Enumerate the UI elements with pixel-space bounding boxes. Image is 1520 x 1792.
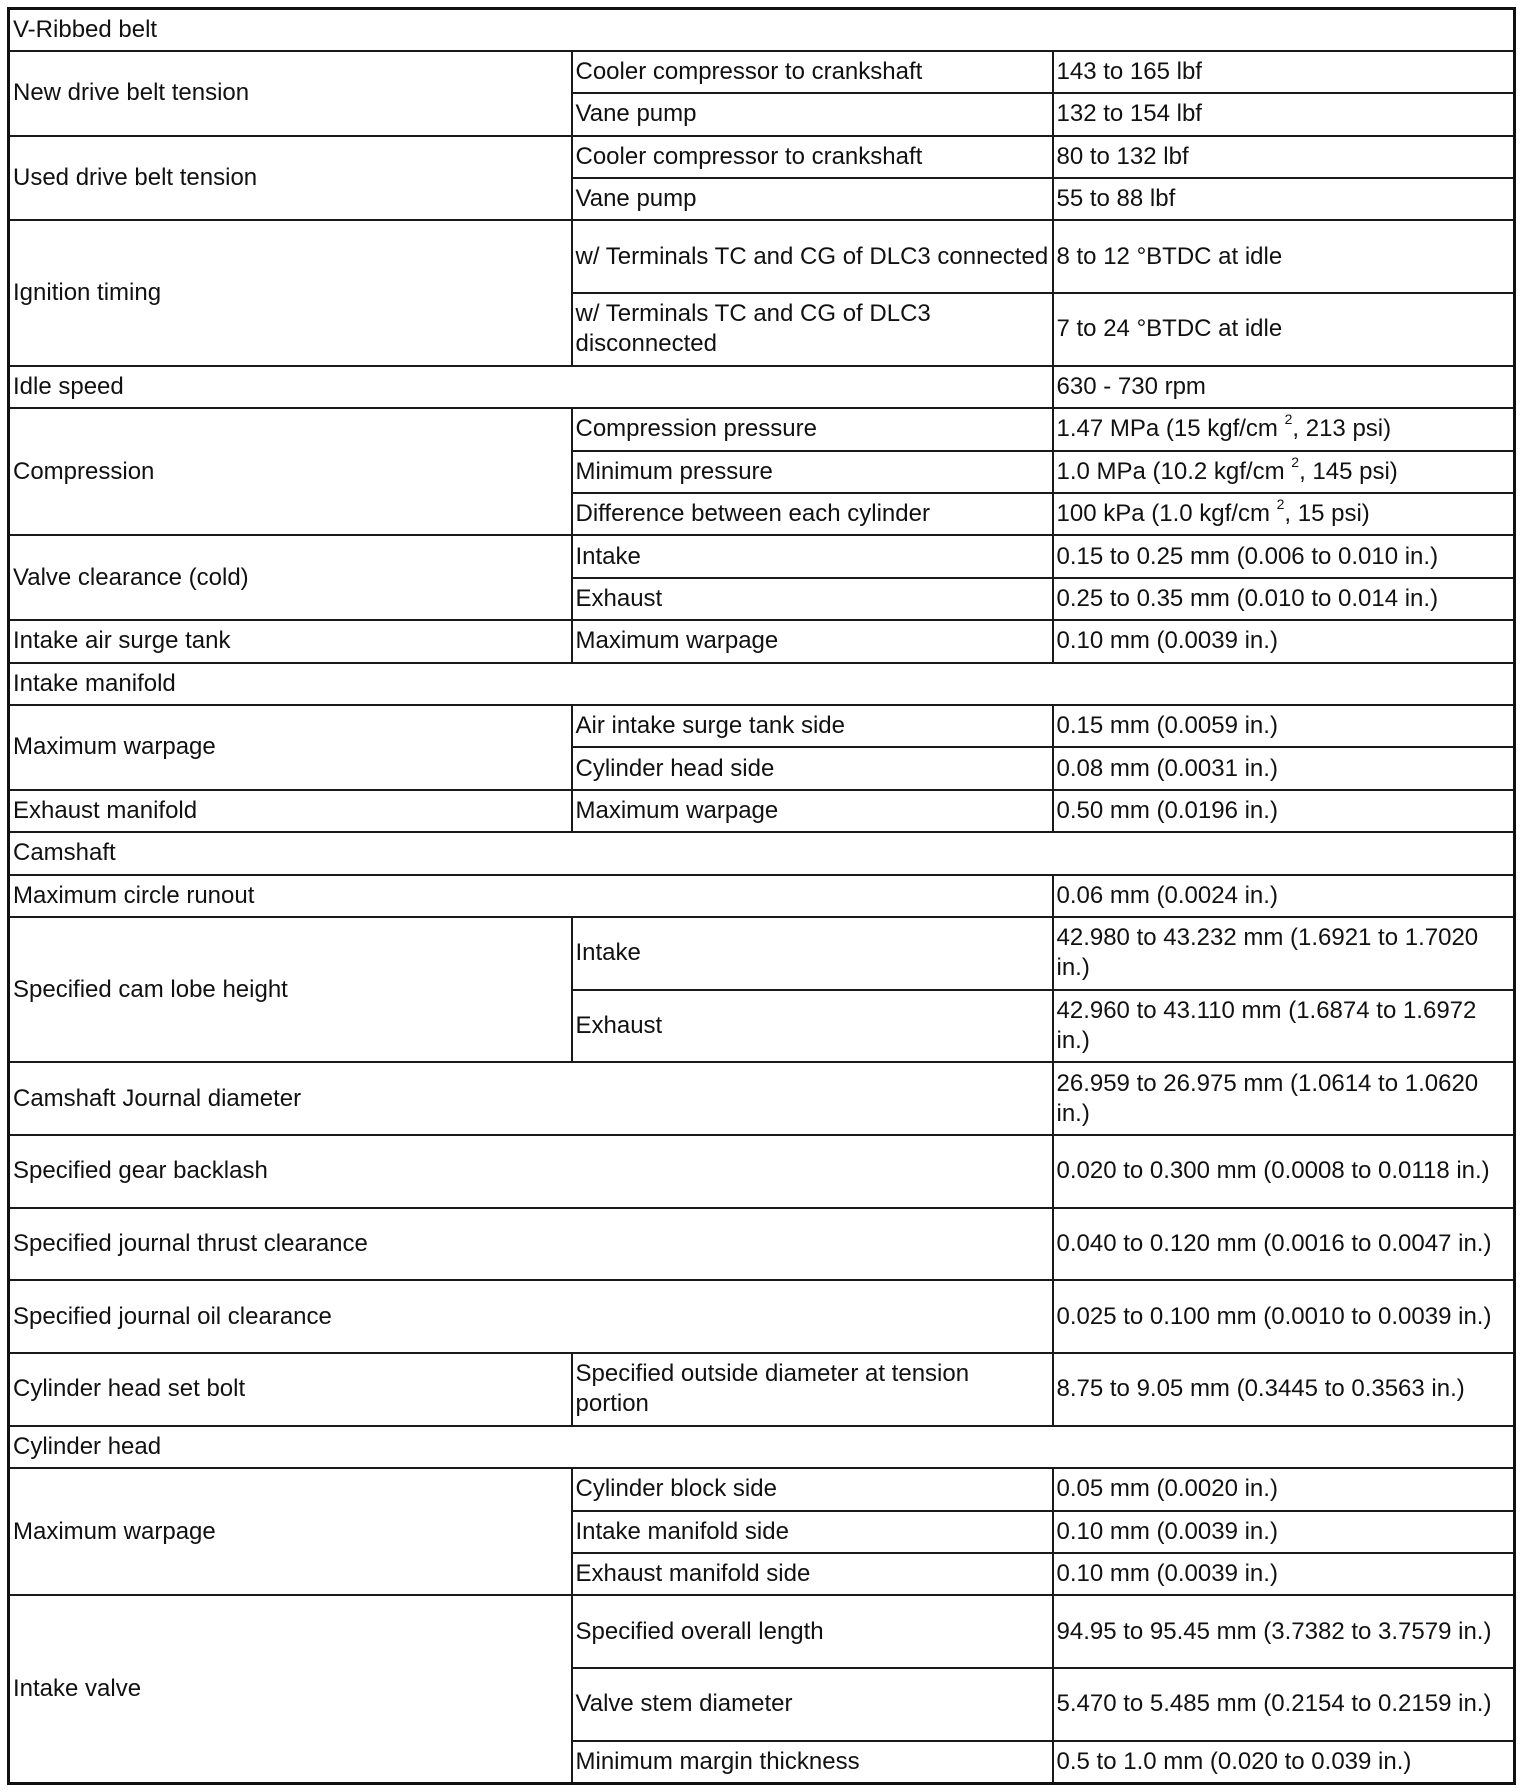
table-row — [9, 220, 1515, 293]
spec-item: Vane pump — [572, 93, 1053, 135]
spec-value: 42.960 to 43.110 mm (1.6874 to 1.6972 in.) — [1053, 990, 1515, 1063]
table-row — [9, 1135, 1515, 1208]
table-row — [9, 1062, 1515, 1135]
spec-value: 55 to 88 lbf — [1053, 178, 1515, 220]
spec-group-label: Compression — [9, 408, 572, 535]
spec-item: Cooler compressor to crankshaft — [572, 136, 1053, 178]
section-row — [9, 663, 1515, 705]
spec-value: 100 kPa (1.0 kgf/cm $^2$, 15 psi) — [1053, 493, 1515, 535]
spec-item: Intake — [572, 917, 1053, 990]
spec-item: w/ Terminals TC and CG of DLC3 connected — [572, 220, 1053, 293]
spec-value: 630 - 730 rpm — [1053, 366, 1515, 408]
spec-item: w/ Terminals TC and CG of DLC3 disconnected — [572, 293, 1053, 366]
spec-label: Specified journal thrust clearance — [9, 1208, 1053, 1281]
spec-value: 42.980 to 43.232 mm (1.6921 to 1.7020 in.) — [1053, 917, 1515, 990]
spec-item: Minimum margin thickness — [572, 1741, 1053, 1784]
spec-group-label: Used drive belt tension — [9, 136, 572, 221]
section-header: Camshaft — [9, 832, 1515, 874]
spec-item: Intake — [572, 535, 1053, 577]
spec-item: Cooler compressor to crankshaft — [572, 51, 1053, 93]
spec-item: Minimum pressure — [572, 451, 1053, 493]
spec-group-label: Maximum warpage — [9, 1468, 572, 1595]
spec-value: 0.15 mm (0.0059 in.) — [1053, 705, 1515, 747]
table-row — [9, 535, 1515, 577]
table-row — [9, 1353, 1515, 1426]
table-row — [9, 790, 1515, 832]
spec-group-label: Cylinder head set bolt — [9, 1353, 572, 1426]
spec-value: 8 to 12 °BTDC at idle — [1053, 220, 1515, 293]
spec-value: 1.47 MPa (15 kgf/cm $^2$, 213 psi) — [1053, 408, 1515, 450]
spec-label: Specified journal oil clearance — [9, 1280, 1053, 1353]
spec-value: 0.15 to 0.25 mm (0.006 to 0.010 in.) — [1053, 535, 1515, 577]
spec-value: 0.08 mm (0.0031 in.) — [1053, 747, 1515, 789]
spec-item: Maximum warpage — [572, 790, 1053, 832]
spec-item: Exhaust manifold side — [572, 1553, 1053, 1595]
table-row — [9, 1595, 1515, 1668]
spec-item: Maximum warpage — [572, 620, 1053, 662]
spec-value: 0.50 mm (0.0196 in.) — [1053, 790, 1515, 832]
spec-item: Specified outside diameter at tension portion — [572, 1353, 1053, 1426]
spec-value: 26.959 to 26.975 mm (1.0614 to 1.0620 in.) — [1053, 1062, 1515, 1135]
spec-item: Cylinder block side — [572, 1468, 1053, 1510]
table-row — [9, 366, 1515, 408]
spec-value: 0.10 mm (0.0039 in.) — [1053, 620, 1515, 662]
spec-value: 143 to 165 lbf — [1053, 51, 1515, 93]
spec-value: 7 to 24 °BTDC at idle — [1053, 293, 1515, 366]
spec-value: 0.5 to 1.0 mm (0.020 to 0.039 in.) — [1053, 1741, 1515, 1784]
spec-item: Difference between each cylinder — [572, 493, 1053, 535]
spec-value: 0.020 to 0.300 mm (0.0008 to 0.0118 in.) — [1053, 1135, 1515, 1208]
spec-value: 8.75 to 9.05 mm (0.3445 to 0.3563 in.) — [1053, 1353, 1515, 1426]
table-row — [9, 875, 1515, 917]
spec-item: Vane pump — [572, 178, 1053, 220]
table-row — [9, 1468, 1515, 1510]
spec-value: 1.0 MPa (10.2 kgf/cm $^2$, 145 psi) — [1053, 451, 1515, 493]
spec-item: Valve stem diameter — [572, 1668, 1053, 1741]
spec-value: 0.025 to 0.100 mm (0.0010 to 0.0039 in.) — [1053, 1280, 1515, 1353]
spec-group-label: Valve clearance (cold) — [9, 535, 572, 620]
table-row — [9, 705, 1515, 747]
section-row — [9, 9, 1515, 51]
spec-value: 132 to 154 lbf — [1053, 93, 1515, 135]
spec-table — [7, 7, 1516, 1785]
section-header: V-Ribbed belt — [9, 9, 1515, 51]
spec-table-body — [9, 9, 1515, 1784]
spec-item: Air intake surge tank side — [572, 705, 1053, 747]
spec-value: 94.95 to 95.45 mm (3.7382 to 3.7579 in.) — [1053, 1595, 1515, 1668]
spec-value: 0.040 to 0.120 mm (0.0016 to 0.0047 in.) — [1053, 1208, 1515, 1281]
spec-group-label: Exhaust manifold — [9, 790, 572, 832]
table-row — [9, 408, 1515, 450]
table-row — [9, 1208, 1515, 1281]
spec-item: Exhaust — [572, 578, 1053, 620]
spec-value: 5.470 to 5.485 mm (0.2154 to 0.2159 in.) — [1053, 1668, 1515, 1741]
spec-label: Camshaft Journal diameter — [9, 1062, 1053, 1135]
spec-value: 0.10 mm (0.0039 in.) — [1053, 1553, 1515, 1595]
spec-label: Specified gear backlash — [9, 1135, 1053, 1208]
spec-value: 0.25 to 0.35 mm (0.010 to 0.014 in.) — [1053, 578, 1515, 620]
spec-value: 0.10 mm (0.0039 in.) — [1053, 1511, 1515, 1553]
spec-group-label: Intake valve — [9, 1595, 572, 1783]
spec-label: Maximum circle runout — [9, 875, 1053, 917]
spec-item: Exhaust — [572, 990, 1053, 1063]
table-row — [9, 917, 1515, 990]
table-row — [9, 1280, 1515, 1353]
spec-item: Compression pressure — [572, 408, 1053, 450]
section-header: Cylinder head — [9, 1426, 1515, 1468]
spec-value: 0.05 mm (0.0020 in.) — [1053, 1468, 1515, 1510]
table-row — [9, 620, 1515, 662]
spec-label: Idle speed — [9, 366, 1053, 408]
section-row — [9, 832, 1515, 874]
spec-item: Specified overall length — [572, 1595, 1053, 1668]
spec-group-label: Intake air surge tank — [9, 620, 572, 662]
spec-group-label: Ignition timing — [9, 220, 572, 365]
section-row — [9, 1426, 1515, 1468]
spec-item: Cylinder head side — [572, 747, 1053, 789]
table-row — [9, 136, 1515, 178]
spec-group-label: Specified cam lobe height — [9, 917, 572, 1062]
spec-group-label: New drive belt tension — [9, 51, 572, 136]
spec-value: 80 to 132 lbf — [1053, 136, 1515, 178]
spec-value: 0.06 mm (0.0024 in.) — [1053, 875, 1515, 917]
spec-item: Intake manifold side — [572, 1511, 1053, 1553]
table-row — [9, 51, 1515, 93]
spec-group-label: Maximum warpage — [9, 705, 572, 790]
section-header: Intake manifold — [9, 663, 1515, 705]
